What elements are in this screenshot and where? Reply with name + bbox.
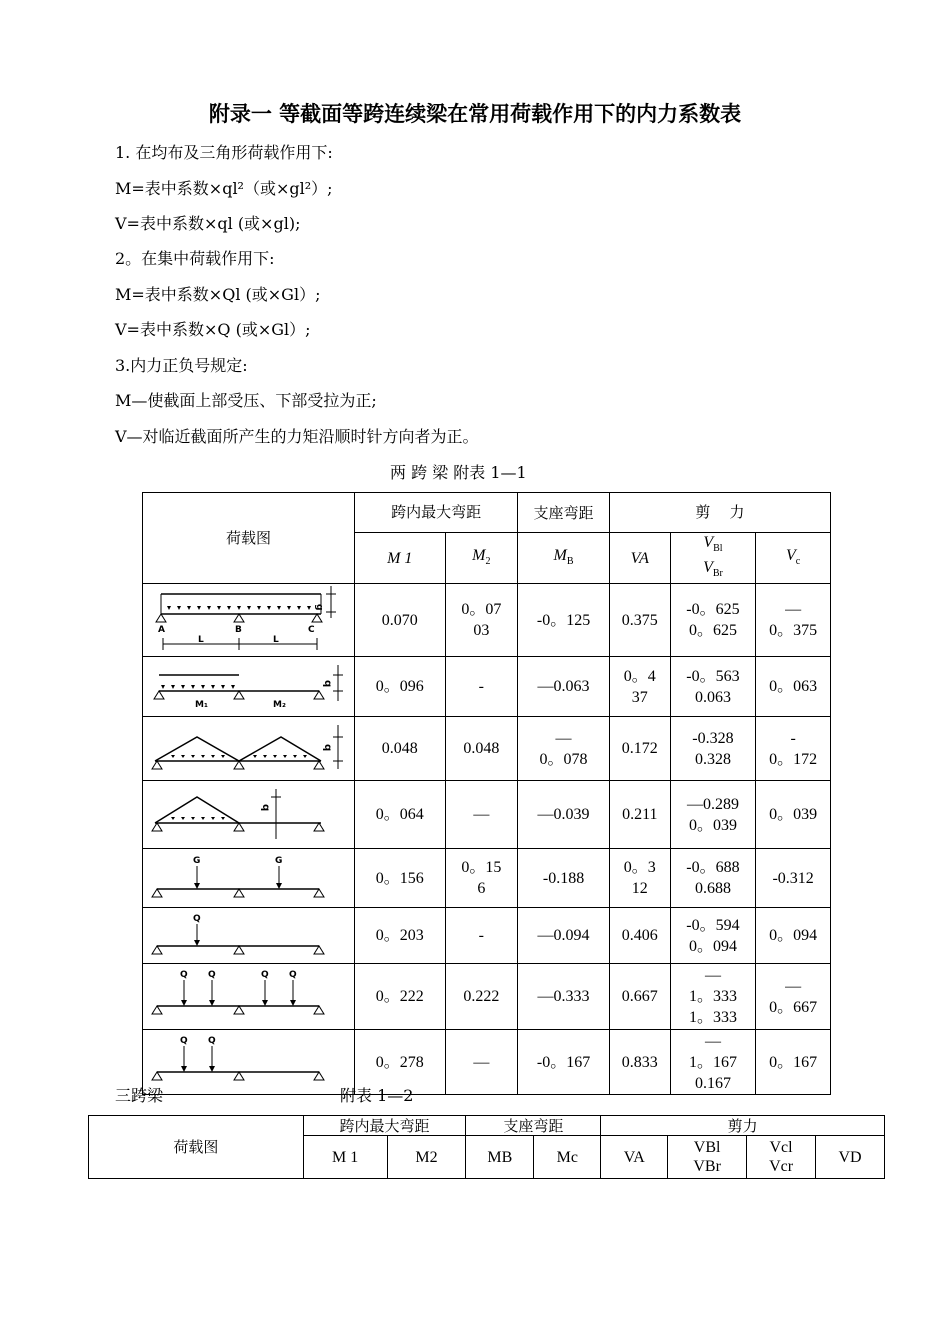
intro-line-7: 3.内力正负号规定: — [115, 356, 248, 375]
cell-m2: 0.222 — [445, 964, 518, 1030]
cell-vc: -0.312 — [756, 849, 831, 908]
cell-vb: -0。688 0.688 — [670, 849, 756, 908]
table-row — [143, 849, 831, 908]
cell-mb: — 0。078 — [518, 717, 610, 781]
intro-line-2: M=表中系数×ql²（或×gl²）; — [115, 179, 333, 198]
beam-diagram — [143, 781, 354, 848]
cell-vb: -0.328 0.328 — [670, 717, 756, 781]
cell-va: 0.211 — [609, 781, 670, 849]
cell-va: 0.406 — [609, 908, 670, 964]
cell-va: 0。3 12 — [609, 849, 670, 908]
cell-vb: — 1。333 1。333 — [670, 964, 756, 1030]
svg-text:q: q — [260, 804, 271, 812]
svg-text:q: q — [322, 744, 333, 752]
cell-vb: -0。625 0。625 — [670, 584, 756, 657]
cell-va: 0.172 — [609, 717, 670, 781]
load-diagram-uniform-both-spans — [143, 584, 355, 657]
cell-va: 0。4 37 — [609, 657, 670, 717]
cell-m1: 0。222 — [355, 964, 446, 1030]
cell-mb: -0.188 — [518, 849, 610, 908]
cell-va: 0.667 — [609, 964, 670, 1030]
intro-line-9: V—对临近截面所产生的力矩沿顺时针方向者为正。 — [115, 427, 479, 446]
intro-line-3: V=表中系数×ql (或×gl); — [115, 214, 301, 233]
cell-m1: 0.070 — [355, 584, 446, 657]
header-vb: VBl VBr — [668, 1136, 747, 1179]
cell-mb: -0。125 — [518, 584, 610, 657]
load-diagram-point-q-one-span — [143, 908, 355, 964]
table2-caption-right: 附表 1—2 — [340, 1086, 414, 1105]
cell-vb: -0。594 0。094 — [670, 908, 756, 964]
cell-m2: - — [445, 657, 518, 717]
cell-m2: — — [445, 1030, 518, 1095]
header-shear: 剪 力 — [609, 493, 830, 533]
header-load-diagram: 荷载图 — [89, 1116, 304, 1179]
header-vb: $V_{Bl}$ $V_{Br}$ — [670, 533, 756, 584]
table-row — [143, 1030, 831, 1095]
cell-m2: - — [445, 908, 518, 964]
table-row — [143, 657, 831, 717]
load-diagram-triangular-both-spans — [143, 717, 355, 781]
cell-mb: —0.333 — [518, 964, 610, 1030]
beam-diagram — [143, 657, 354, 716]
cell-vb: — 1。167 0.167 — [670, 1030, 756, 1095]
svg-text:M₂: M₂ — [273, 700, 286, 711]
beam-diagram — [143, 1030, 354, 1094]
svg-text:q: q — [322, 680, 333, 688]
header-m2: M2 — [387, 1136, 466, 1179]
header-support-moment: 支座弯距 — [518, 493, 610, 533]
cell-mb: —0.039 — [518, 781, 610, 849]
svg-text:Q: Q — [193, 914, 201, 925]
beam-diagram — [143, 584, 354, 656]
header-m2: $M_2$ — [445, 533, 518, 584]
table-row — [143, 781, 831, 849]
beam-diagram — [143, 964, 354, 1029]
cell-m1: 0。203 — [355, 908, 446, 964]
table2-caption-left: 三跨梁 — [115, 1086, 164, 1105]
intro-line-1: 1. 在均布及三角形荷载作用下: — [115, 143, 333, 162]
load-diagram-two-point-q-one-span — [143, 1030, 355, 1095]
cell-mb: -0。167 — [518, 1030, 610, 1095]
cell-m2: 0。07 03 — [445, 584, 518, 657]
svg-text:C: C — [308, 625, 315, 636]
cell-vc: 0。094 — [756, 908, 831, 964]
load-diagram-point-g-both-spans — [143, 849, 355, 908]
load-diagram-uniform-one-span — [143, 657, 355, 717]
cell-vc: — 0。375 — [756, 584, 831, 657]
intro-line-6: V=表中系数×Q (或×Gl）; — [115, 320, 311, 339]
header-va: VA — [609, 533, 670, 584]
cell-vb: —0.289 0。039 — [670, 781, 756, 849]
svg-text:M₁: M₁ — [195, 700, 208, 711]
load-diagram-triangular-one-span — [143, 781, 355, 849]
table1-caption: 两 跨 梁 附表 1—1 — [390, 463, 527, 482]
beam-diagram — [143, 849, 354, 907]
header-mb: $M_B$ — [518, 533, 610, 584]
cell-m1: 0.048 — [355, 717, 446, 781]
table-row — [143, 717, 831, 781]
intro-line-8: M—使截面上部受压、下部受拉为正; — [115, 391, 377, 410]
header-m1: M 1 — [355, 533, 446, 584]
svg-text:Q: Q — [208, 1036, 216, 1047]
beam-diagram — [143, 908, 354, 963]
cell-mb: —0.094 — [518, 908, 610, 964]
cell-vc: 0。039 — [756, 781, 831, 849]
cell-vc: 0。167 — [756, 1030, 831, 1095]
svg-text:g: g — [314, 604, 324, 611]
beam-diagram — [143, 717, 354, 780]
header-m1: M 1 — [303, 1136, 387, 1179]
cell-vb: -0。563 0.063 — [670, 657, 756, 717]
svg-text:A: A — [158, 625, 165, 636]
header-mc: Mc — [534, 1136, 601, 1179]
two-span-table — [142, 492, 831, 1095]
cell-va: 0.833 — [609, 1030, 670, 1095]
cell-m2: 0.048 — [445, 717, 518, 781]
header-shear: 剪力 — [601, 1116, 885, 1136]
cell-va: 0.375 — [609, 584, 670, 657]
svg-text:L: L — [273, 635, 279, 646]
header-max-span-moment: 跨内最大弯距 — [303, 1116, 466, 1136]
page-title: 附录一 等截面等跨连续梁在常用荷载作用下的内力系数表 — [208, 102, 742, 126]
cell-vc: — 0。667 — [756, 964, 831, 1030]
svg-text:Q: Q — [289, 970, 297, 981]
three-span-table — [88, 1115, 885, 1179]
svg-text:Q: Q — [180, 970, 188, 981]
svg-text:Q: Q — [208, 970, 216, 981]
cell-m1: 0。096 — [355, 657, 446, 717]
cell-vc: - 0。172 — [756, 717, 831, 781]
header-load-diagram: 荷载图 — [143, 493, 355, 584]
intro-line-4: 2。在集中荷载作用下: — [115, 249, 275, 268]
svg-text:G: G — [193, 856, 201, 867]
cell-m2: 0。15 6 — [445, 849, 518, 908]
header-vc: Vcl Vcr — [747, 1136, 816, 1179]
cell-m2: — — [445, 781, 518, 849]
svg-text:B: B — [235, 625, 242, 636]
svg-text:Q: Q — [261, 970, 269, 981]
cell-m1: 0。064 — [355, 781, 446, 849]
table-row — [143, 964, 831, 1030]
cell-m1: 0。156 — [355, 849, 446, 908]
intro-line-5: M=表中系数×Ql (或×Gl）; — [115, 285, 321, 304]
cell-mb: —0.063 — [518, 657, 610, 717]
cell-vc: 0。063 — [756, 657, 831, 717]
svg-text:Q: Q — [180, 1036, 188, 1047]
header-mb: MB — [466, 1136, 534, 1179]
cell-m1: 0。278 — [355, 1030, 446, 1095]
load-diagram-two-point-q-both-spans — [143, 964, 355, 1030]
header-va: VA — [601, 1136, 668, 1179]
svg-text:G: G — [275, 856, 283, 867]
header-vd: VD — [816, 1136, 885, 1179]
header-max-span-moment: 跨内最大弯距 — [355, 493, 518, 533]
table-row — [143, 584, 831, 657]
table-row — [143, 908, 831, 964]
svg-text:L: L — [198, 635, 204, 646]
header-vc: $V_c$ — [756, 533, 831, 584]
header-support-moment: 支座弯距 — [466, 1116, 601, 1136]
